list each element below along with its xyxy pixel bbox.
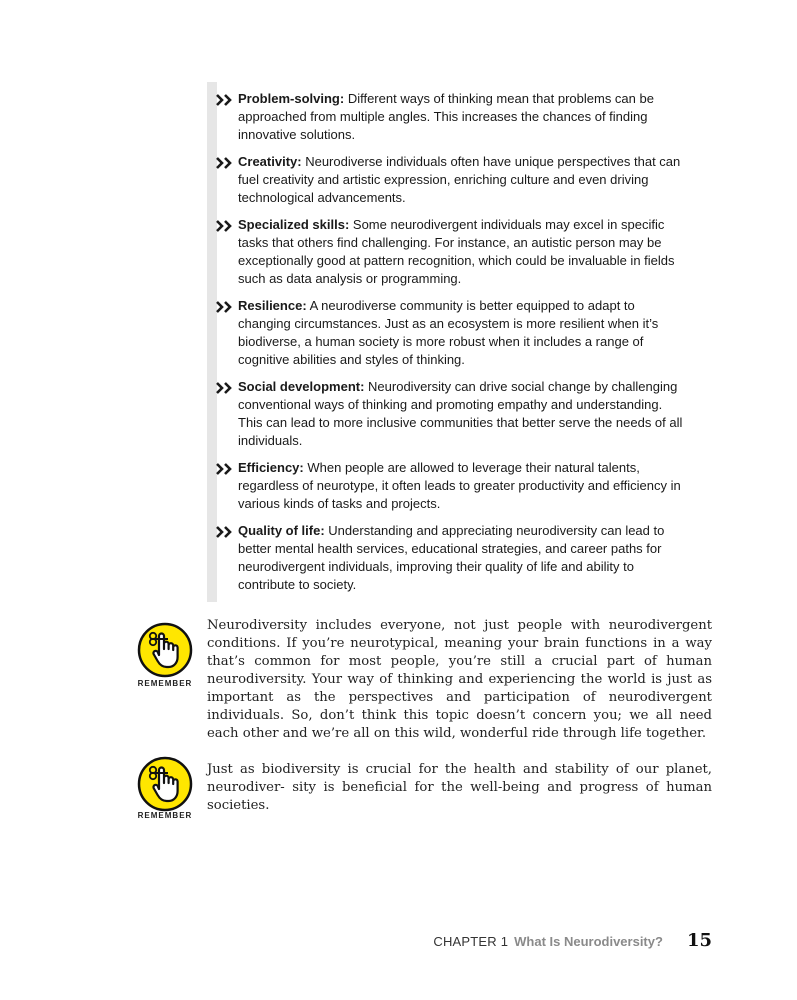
remember-icon-block bbox=[130, 622, 200, 694]
bullet-text: A neurodiverse community is better equipped to adapt to changing circumstances. Just as an ecosystem is more resilient when it’s biodiverse, a human society is more robust when it includes a range of cognitive abilities and styles of thinking. bbox=[238, 298, 659, 367]
bullet-term: Creativity: bbox=[238, 154, 302, 169]
bullet-resilience bbox=[207, 297, 687, 369]
bullet-creativity bbox=[207, 153, 687, 207]
double-chevron-icon bbox=[216, 463, 236, 475]
remember-paragraph: Neurodiversity includes everyone, not just people with neurodivergent conditions. If you’re neurotypical, meaning your brain functions in a way that’s common for most people, you’re still a crucial part of human neurodiversity. Your way of thinking and experiencing the world is just as important as the perspectives and participation of neurodivergent individuals. So, don’t think this topic doesn’t concern you; we all need each other and we’re all on this wild, wonderful ride through life together. bbox=[207, 618, 712, 741]
bullet-quality-of-life bbox=[207, 522, 687, 594]
bullet-term: Resilience: bbox=[238, 298, 307, 313]
bullet-efficiency bbox=[207, 459, 687, 513]
finger-string-icon bbox=[137, 622, 193, 678]
bullet-text: Some neurodivergent individuals may excel in specific tasks that others find challenging. For instance, an autistic person may be exceptionally good at pattern recognition, which could be invaluable in fields such as data analysis or programming. bbox=[238, 217, 675, 286]
bullet-list bbox=[207, 82, 687, 602]
bullet-specialized-skills bbox=[207, 216, 687, 288]
remember-label: REMEMBER bbox=[137, 679, 193, 688]
bullet-text: Different ways of thinking mean that problems can be approached from multiple angles. This increases the chances of finding innovative solutions. bbox=[238, 91, 654, 142]
bullet-term: Social development: bbox=[238, 379, 365, 394]
finger-string-icon bbox=[137, 756, 193, 812]
bullet-problem-solving bbox=[207, 90, 687, 144]
double-chevron-icon bbox=[216, 301, 236, 313]
double-chevron-icon bbox=[216, 382, 236, 394]
bullet-text: Neurodiversity can drive social change by challenging conventional ways of thinking and promoting empathy and understanding. This can lead to more inclusive communities that better serve the needs of all individuals. bbox=[238, 379, 683, 448]
bullet-text: Neurodiverse individuals often have unique perspectives that can fuel creativity and artistic expression, enriching culture and even driving technological advancements. bbox=[238, 154, 681, 205]
bullet-text: Understanding and appreciating neurodiversity can lead to better mental health services, educational strategies, and career paths for neurodivergent individuals, improving their quality of life and ability to contribute to society. bbox=[238, 523, 665, 592]
bullet-term: Problem-solving: bbox=[238, 91, 345, 106]
chapter-title: What Is Neurodiversity? bbox=[514, 934, 663, 949]
bullet-term: Efficiency: bbox=[238, 460, 304, 475]
double-chevron-icon bbox=[216, 94, 236, 106]
chapter-label: CHAPTER 1 bbox=[433, 934, 509, 949]
page-number: 15 bbox=[686, 930, 712, 951]
remember-icon-block bbox=[130, 756, 200, 822]
double-chevron-icon bbox=[216, 157, 236, 169]
bullet-term: Quality of life: bbox=[238, 523, 325, 538]
remember-paragraph: Just as biodiversity is crucial for the health and stability of our planet, neurodiver- sity is beneficial for the well-being and progress of human societies. bbox=[207, 762, 712, 813]
bullet-text: When people are allowed to leverage their natural talents, regardless of neurotype, it often leads to greater productivity and efficiency in various kinds of tasks and projects. bbox=[238, 460, 681, 511]
bullet-term: Specialized skills: bbox=[238, 217, 350, 232]
page-footer bbox=[433, 930, 712, 954]
remember-label: REMEMBER bbox=[137, 811, 193, 820]
double-chevron-icon bbox=[216, 526, 236, 538]
double-chevron-icon bbox=[216, 220, 236, 232]
bullet-social-development bbox=[207, 378, 687, 450]
